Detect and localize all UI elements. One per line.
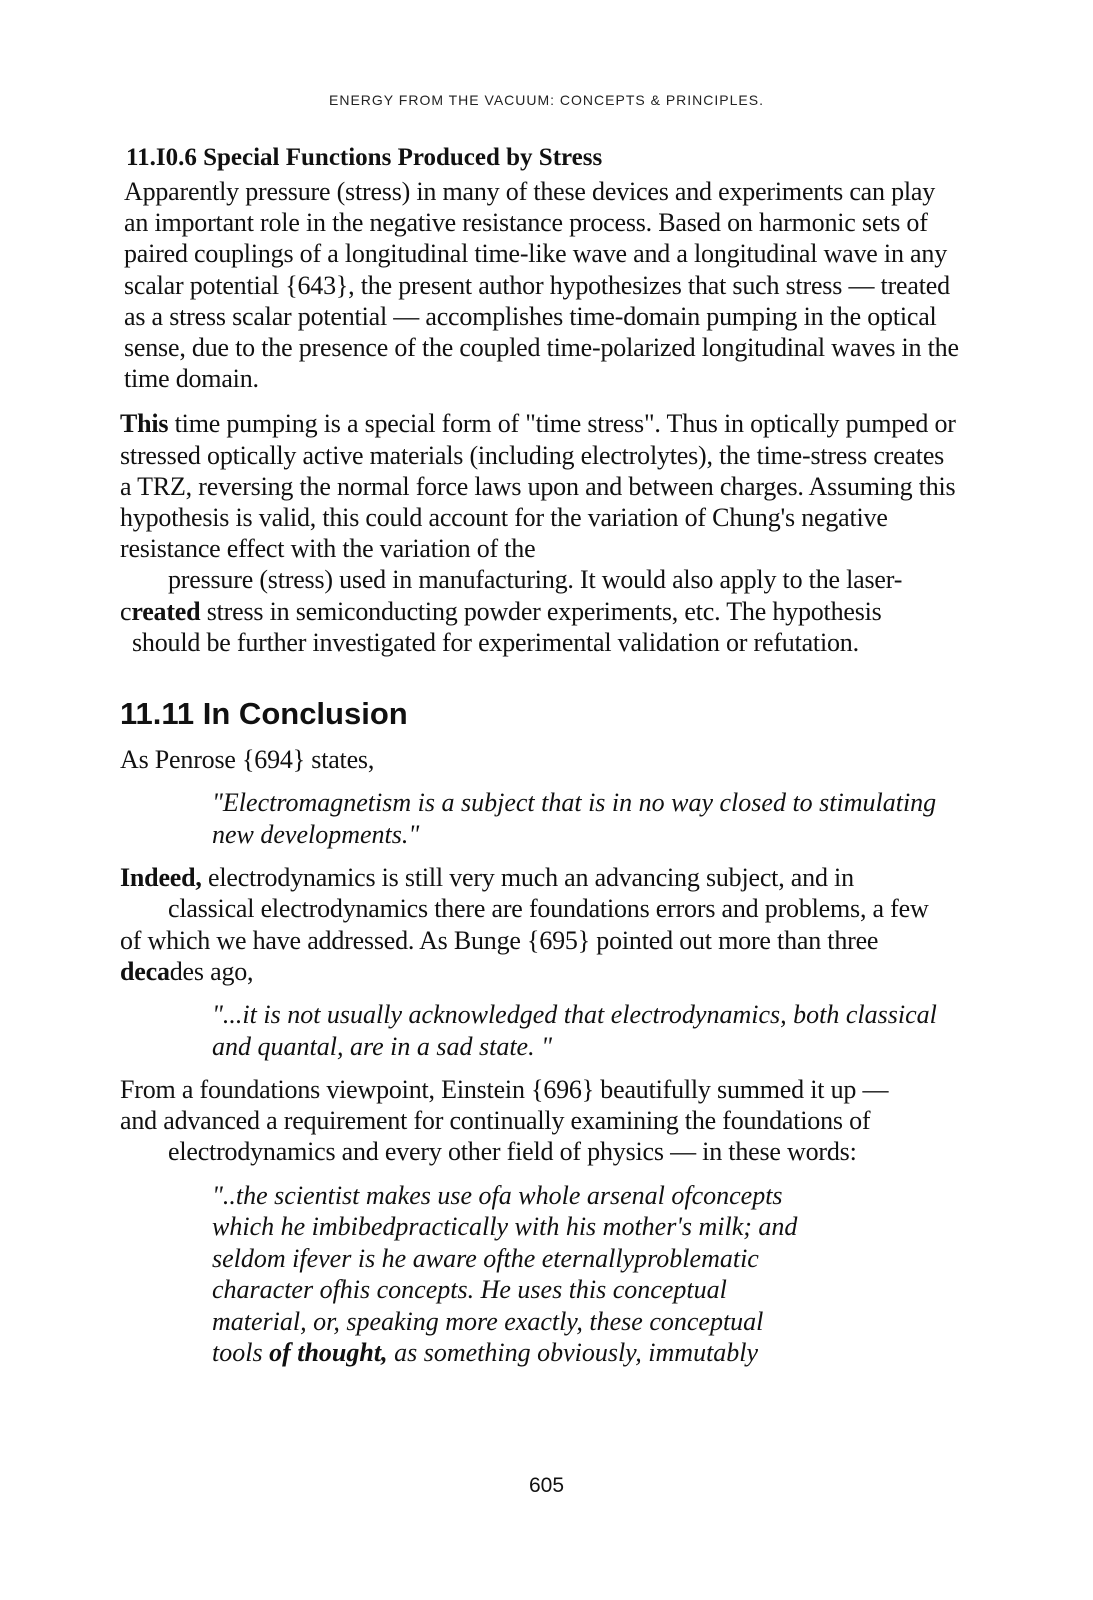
bold-fragment: reated bbox=[131, 596, 201, 626]
paragraph-penrose-intro: As Penrose {694} states, bbox=[120, 745, 375, 775]
paragraph-line: From a foundations viewpoint, Einstein {696} beautifully summed it up — bbox=[120, 1075, 889, 1105]
quote-text: tools bbox=[212, 1338, 270, 1368]
quote-line: material, or, speaking more exactly, these conceptual bbox=[212, 1306, 764, 1336]
quote-einstein bbox=[212, 1180, 960, 1369]
quote-line: seldom ifever is he aware ofthe eternallyproblematic bbox=[212, 1243, 759, 1273]
quote-line: character ofhis concepts. He uses this conceptual bbox=[212, 1275, 727, 1305]
paragraph-text: des ago, bbox=[169, 956, 254, 986]
quote-line: "..the scientist makes use ofa whole arsenal ofconcepts bbox=[212, 1180, 783, 1210]
paragraph-text: c bbox=[120, 596, 132, 626]
paragraph-line bbox=[120, 596, 960, 627]
paragraph-line: of which we have addressed. As Bunge {695} pointed out more than three bbox=[120, 925, 879, 955]
section-heading: 11.11 In Conclusion bbox=[120, 696, 408, 732]
subsection-heading: 11.I0.6 Special Functions Produced by Stress bbox=[126, 144, 603, 171]
paragraph-line: electrodynamics and every other field of physics — in these words: bbox=[168, 1137, 857, 1167]
paragraph-indeed bbox=[120, 862, 960, 987]
bold-fragment: of thought, bbox=[269, 1338, 388, 1368]
bold-lead-word: This bbox=[120, 409, 169, 439]
quote-penrose: "Electromagnetism is a subject that is in no way closed to stimulating new developments." bbox=[212, 788, 937, 849]
running-header: ENERGY FROM THE VACUUM: CONCEPTS & PRINCIPLES. bbox=[329, 92, 764, 108]
bold-fragment: deca bbox=[120, 956, 170, 986]
paragraph-line: classical electrodynamics there are foundations errors and problems, a few bbox=[168, 894, 929, 924]
quote-text: as something obviously, immutably bbox=[387, 1338, 759, 1368]
paragraph-line bbox=[120, 956, 960, 987]
paragraph-line: and advanced a requirement for continually examining the foundations of bbox=[120, 1106, 871, 1136]
paragraph-text: time pumping is a special form of "time stress". Thus in optically pumped or stressed optically active materials (including electrolytes), the time-stress creates a TRZ, reversing the normal force laws upon and between charges. Assuming this hypothesis is valid, this could account for the variation of Chung's negative resistance effect with the variation of the bbox=[120, 409, 956, 564]
quote-bunge: "...it is not usually acknowledged that electrodynamics, both classical and quantal, are in a sad state. " bbox=[212, 1000, 937, 1061]
paragraph-text: electrodynamics is still very much an advancing subject, and in bbox=[201, 863, 854, 893]
paragraph-text: stress in semiconducting powder experiments, etc. The hypothesis bbox=[200, 596, 882, 626]
quote-line: which he imbibedpractically with his mother's milk; and bbox=[212, 1212, 798, 1242]
quote-line bbox=[212, 1337, 960, 1369]
paragraph-einstein-intro bbox=[120, 1074, 960, 1168]
bold-lead-word: Indeed, bbox=[120, 863, 202, 893]
paragraph-line: should be further investigated for experimental validation or refutation. bbox=[132, 627, 859, 657]
paragraph-stress-hypothesis: Apparently pressure (stress) in many of these devices and experiments can play an important role in the negative resistance process. Based on harmonic sets of paired couplings of a longitudinal time-like wave and a longitudinal wave in any scalar potential {643}, the present author hypothesizes that such stress — treated as a stress scalar potential — accomplishes time-domain pumping in the optical sense, due to the presence of the coupled time-polarized longitudinal waves in the time domain. bbox=[124, 177, 959, 394]
paragraph-line: pressure (stress) used in manufacturing. It would also apply to the laser- bbox=[168, 565, 903, 595]
page-number: 605 bbox=[528, 1474, 565, 1497]
page-body bbox=[120, 144, 960, 1381]
paragraph-time-pumping bbox=[120, 408, 960, 658]
